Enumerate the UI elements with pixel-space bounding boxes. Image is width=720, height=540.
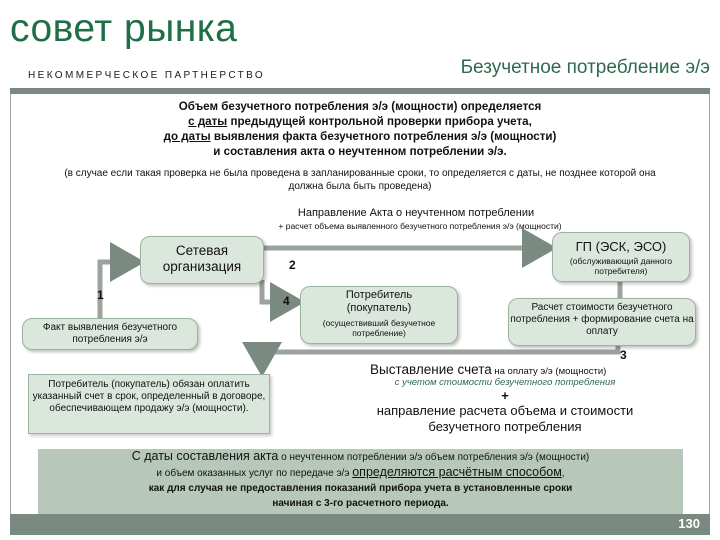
intro-line3: выявления факта безучетного потребления э/э (мощности): [210, 130, 557, 143]
fact-box: [22, 318, 198, 350]
arrow-fact-to-network: [100, 262, 140, 318]
step-4: 4: [283, 294, 290, 308]
summary-l2b: определяются расчётным способом: [352, 465, 562, 479]
intro-line2: предыдущей контрольной проверки прибора учета,: [227, 115, 532, 128]
intro-from-date: с даты: [188, 115, 228, 128]
summary-l1c: о неучтенном потреблении э/э объем потребления э/э (мощности): [278, 452, 590, 463]
invoice-rest: на оплату э/э (мощности): [491, 366, 607, 377]
footer-bar: [10, 514, 710, 535]
page-number: 130: [678, 516, 700, 531]
invoice-main: Выставление счета: [370, 362, 492, 377]
calc-box: [508, 298, 696, 346]
step-2: 2: [289, 258, 296, 272]
gp-box: [552, 232, 690, 282]
act-direction-sub: + расчет объема выявленного безучетного потребления э/э (мощности): [278, 221, 562, 231]
summary-l2c: ,: [561, 468, 565, 479]
intro-to-date: до даты: [163, 130, 211, 143]
arrow-network-to-consumer: [262, 280, 300, 302]
obligation-box: [28, 374, 270, 434]
step-3: 3: [620, 348, 627, 362]
logo: совет рынка: [10, 7, 238, 50]
invoice-plus: +: [501, 388, 509, 403]
intro-note: (в случае если такая проверка не была проведена в запланированные сроки, то определяется с даты, не позднее которой она должна была быть проведена): [64, 168, 656, 192]
summary-l4: начиная с 3-го расчетного периода.: [272, 498, 449, 509]
consumer-box: [300, 286, 458, 344]
summary-l2a: и объем оказанных услуг по передаче э/э: [156, 468, 353, 479]
consumer-sub: (осуществивший безучетное потребление): [322, 318, 436, 338]
summary-text: [38, 449, 683, 511]
summary-l1a: С даты: [131, 449, 177, 463]
summary-l3: как для случая не предоставления показаний прибора учета в установленные сроки: [148, 483, 573, 494]
fact-label: Факт выявления безучетного потребления э/э: [42, 322, 178, 345]
intro-line4: и составления акта о неучтенном потреблении э/э.: [213, 145, 507, 158]
summary-l1b: составления акта: [176, 449, 279, 463]
network-org-label: Сетевая организация: [162, 243, 242, 274]
gp-sub: (обслуживающий данного потребителя): [569, 256, 673, 276]
invoice-italic: с учетом стоимости безучетного потребления: [394, 377, 616, 388]
org-subtitle: НЕКОММЕРЧЕСКОЕ ПАРТНЕРСТВО: [28, 70, 266, 81]
network-org-box: [140, 236, 264, 284]
step-1: 1: [97, 288, 104, 302]
calc-label: Расчет стоимости безучетного потребления + формирование счета на оплату: [510, 302, 694, 337]
obligation-label: Потребитель (покупатель) обязан оплатить указанный счет в срок, определенный в договоре, обеспечивающем продажу э/э (мощности).: [32, 379, 266, 414]
gp-title: ГП (ЭСК, ЭСО): [575, 239, 667, 254]
direction-calc: направление расчета объема и стоимости безучетного потребления: [376, 403, 634, 434]
slide-title: Безучетное потребление э/э: [460, 57, 710, 78]
consumer-title: Потребитель (покупатель): [345, 289, 413, 314]
intro-line1: Объем безучетного потребления э/э (мощности) определяется: [178, 100, 542, 113]
act-direction-label: Направление Акта о неучтенном потреблении: [297, 207, 535, 219]
